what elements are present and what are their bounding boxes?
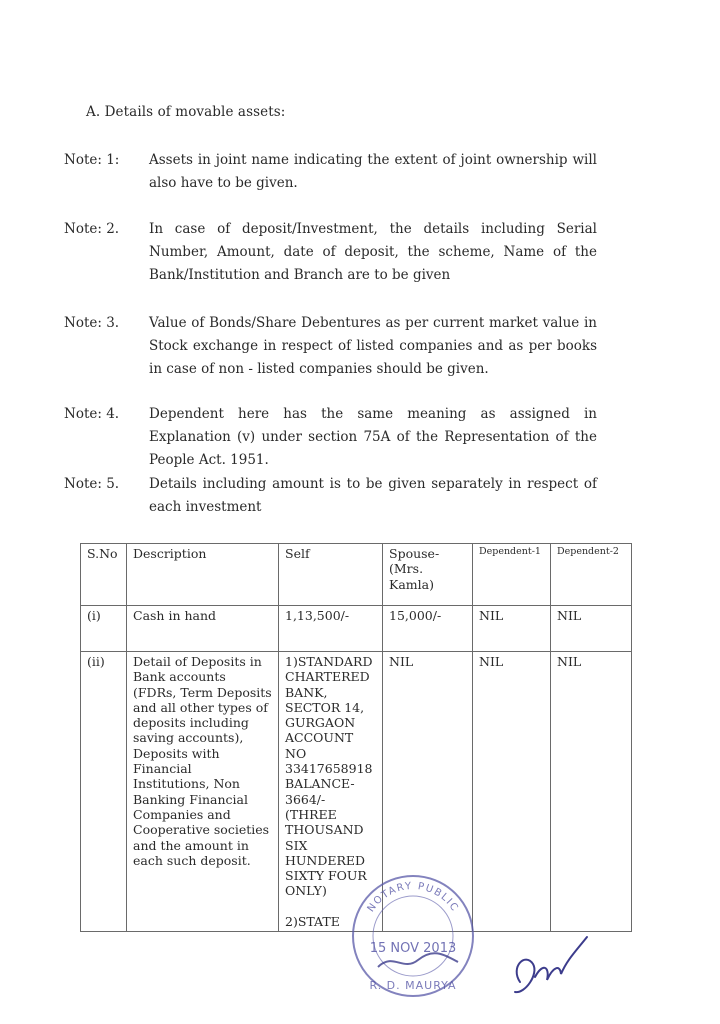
note-5 bbox=[64, 473, 597, 519]
note-1 bbox=[64, 149, 597, 195]
section-title: A. Details of movable assets: bbox=[86, 104, 286, 120]
cell-spouse: 15,000/- bbox=[383, 606, 473, 652]
note-label: Note: 4. bbox=[64, 406, 120, 422]
cell-sno: (ii) bbox=[81, 652, 127, 932]
header-dependent-1: Dependent-1 bbox=[473, 544, 551, 606]
cell-sno: (i) bbox=[81, 606, 127, 652]
cell-description: Cash in hand bbox=[127, 606, 279, 652]
note-text: Assets in joint name indicating the extent of joint ownership will also have to be given. bbox=[149, 152, 597, 191]
header-dependent-2: Dependent-2 bbox=[551, 544, 632, 606]
note-label: Note: 3. bbox=[64, 315, 120, 331]
cell-spouse: NIL bbox=[383, 652, 473, 932]
stamp-date: 15 NOV 2013 bbox=[369, 941, 457, 956]
note-text: Value of Bonds/Share Debentures as per current market value in Stock exchange in respect of listed companies and as per books in case of non - listed companies should be given. bbox=[149, 315, 597, 377]
note-text: Dependent here has the same meaning as assigned in Explanation (v) under section 75A of the Representation of the People Act. 1951. bbox=[149, 406, 597, 468]
self-deposit-2: 2)STATE bbox=[285, 913, 340, 929]
table-header-row bbox=[81, 544, 632, 606]
cell-dependent-2: NIL bbox=[551, 652, 632, 932]
header-spouse: Spouse-(Mrs. Kamla) bbox=[383, 544, 473, 606]
note-text: In case of deposit/Investment, the details including Serial Number, Amount, date of deposit, the scheme, Name of the Bank/Institution and Branch are to be given bbox=[149, 221, 597, 283]
note-4 bbox=[64, 403, 597, 472]
cell-dependent-2: NIL bbox=[551, 606, 632, 652]
header-description: Description bbox=[127, 544, 279, 606]
note-text: Details including amount is to be given separately in respect of each investment bbox=[149, 476, 597, 515]
handwritten-signature bbox=[505, 922, 595, 1002]
header-sno: S.No bbox=[81, 544, 127, 606]
header-self: Self bbox=[279, 544, 383, 606]
stamp-ring-text: NOTARY PUBLIC bbox=[365, 880, 461, 915]
cell-self: 1,13,500/- bbox=[279, 606, 383, 652]
note-label: Note: 5. bbox=[64, 476, 120, 492]
note-label: Note: 2. bbox=[64, 221, 120, 237]
cell-description: Detail of Deposits in Bank accounts (FDRs, Term Deposits and all other types of deposits including saving accounts), Deposits with Financial Institutions, Non Banking Financial Companies and Cooperative societies and the amount in each such deposit. bbox=[127, 652, 279, 932]
note-3 bbox=[64, 312, 597, 381]
note-2 bbox=[64, 218, 597, 287]
cell-dependent-1: NIL bbox=[473, 652, 551, 932]
stamp-name: R. D. MAURYA bbox=[369, 979, 457, 992]
notary-stamp bbox=[348, 872, 478, 1000]
note-label: Note: 1: bbox=[64, 152, 120, 168]
cell-dependent-1: NIL bbox=[473, 606, 551, 652]
self-deposit-1: 1)STANDARD CHARTERED BANK, SECTOR 14, GURGAON ACCOUNT NO 33417658918 BALANCE-3664/- (THREE THOUSAND SIX HUNDERED SIXTY FOUR ONLY) bbox=[285, 654, 373, 899]
table-row bbox=[81, 606, 632, 652]
